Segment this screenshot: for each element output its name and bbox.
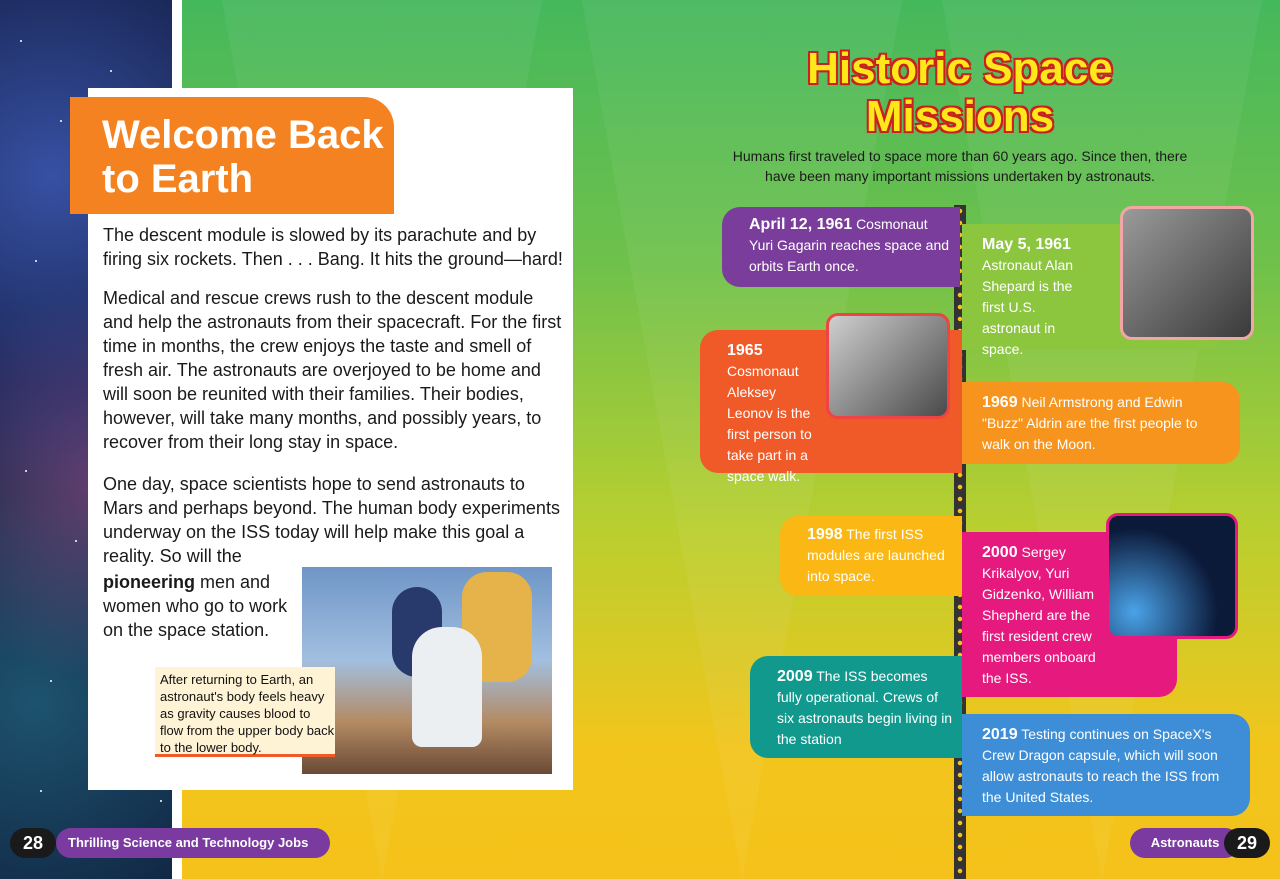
paragraph-3-continued: pioneering men and women who go to work on the space station. — [103, 572, 288, 640]
leonov-photo — [826, 313, 950, 419]
footer-title-left: Thrilling Science and Technology Jobs — [56, 828, 330, 858]
event-2019: 2019 Testing continues on SpaceX's Crew Dragon capsule, which will soon allow astronauts to reach the ISS from the United States. — [962, 714, 1250, 816]
page-heading: Welcome Back to Earth — [102, 113, 384, 201]
shepard-photo — [1120, 206, 1254, 340]
event-1998: 1998 The first ISS modules are launched into space. — [780, 516, 962, 596]
event-1965: 1965 Cosmonaut Aleksey Leonov is the first person to take part in a space walk. — [700, 330, 962, 473]
right-page-title: Historic Space Missions — [807, 44, 1113, 141]
paragraph-3: One day, space scientists hope to send astronauts to Mars and perhaps beyond. The human body experiments underway on the ISS today will help make this goal a reality. So will the — [103, 474, 560, 566]
iss-photo — [1106, 513, 1238, 639]
paragraph-2: Medical and rescue crews rush to the descent module and help the astronauts from their spacecraft. For the first time in months, the crew enjoys the taste and smell of fresh air. The astronauts are overjoyed to be home and will soon be reunited with their families. Their bodies, however, will take many months, and possibly years, to recover from their long stay in space. — [103, 288, 562, 452]
photo-caption: After returning to Earth, an astronaut's body feels heavy as gravity causes blood to flow from the upper body back to the lower body. — [155, 667, 335, 757]
event-1969: 1969 Neil Armstrong and Edwin "Buzz" Aldrin are the first people to walk on the Moon. — [962, 382, 1240, 464]
intro-text: Humans first traveled to space more than 60 years ago. Since then, there have been many important missions undertaken by astronauts. — [732, 148, 1188, 184]
page-number-left: 28 — [10, 828, 56, 858]
astronaut-landing-photo — [302, 567, 552, 774]
heading-banner — [70, 97, 394, 214]
event-1961-may: May 5, 1961 Astronaut Alan Shepard is the first U.S. astronaut in space. — [962, 224, 1222, 350]
page-number-right: 29 — [1224, 828, 1270, 858]
event-1961-april: April 12, 1961 Cosmonaut Yuri Gagarin reaches space and orbits Earth once. — [722, 207, 960, 287]
paragraph-1: The descent module is slowed by its parachute and by firing six rockets. Then . . . Bang. It hits the ground—hard! — [103, 225, 563, 269]
event-2009: 2009 The ISS becomes fully operational. Crews of six astronauts begin living in the station — [750, 656, 962, 758]
footer-title-right: Astronauts — [1130, 828, 1240, 858]
event-2000: 2000 Sergey Krikalyov, Yuri Gidzenko, William Shepherd are the first resident crew members onboard the ISS. — [962, 532, 1177, 697]
